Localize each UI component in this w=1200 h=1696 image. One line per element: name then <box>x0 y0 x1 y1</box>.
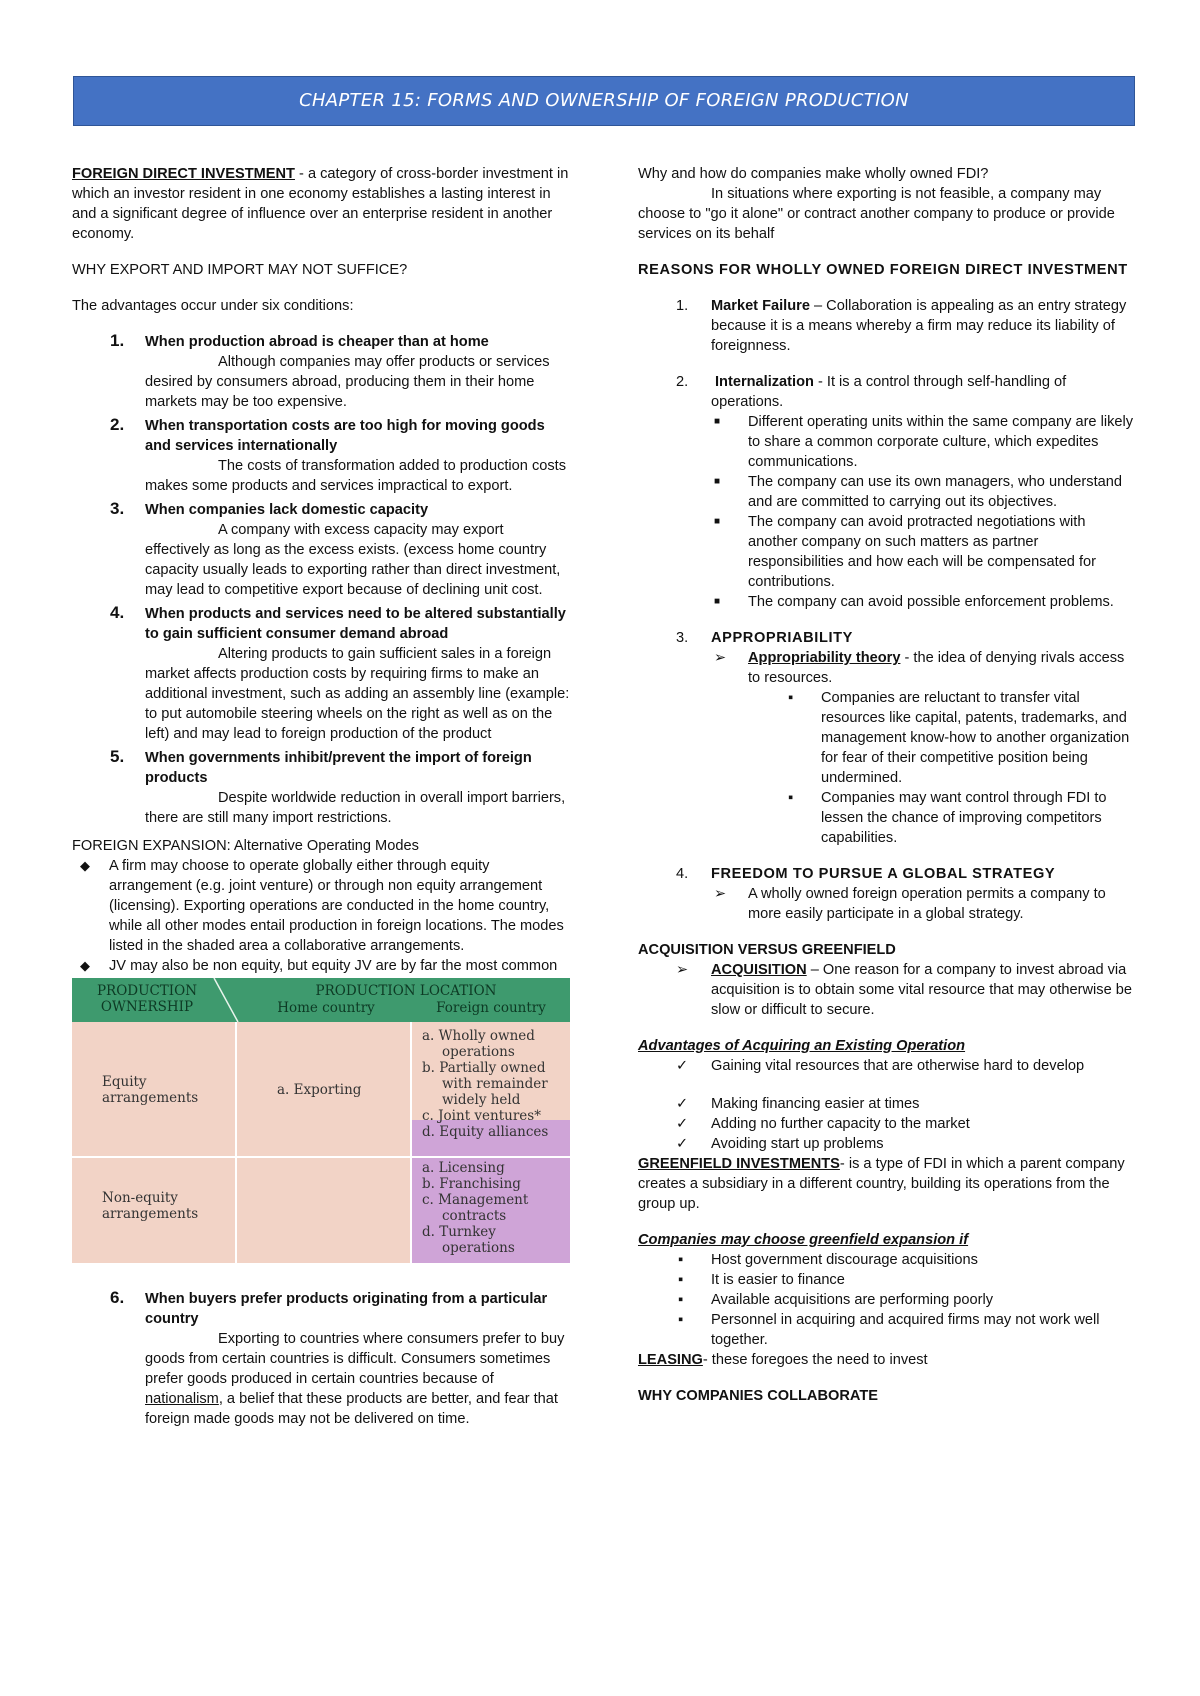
exporting-cell: a. Exporting <box>277 1082 362 1098</box>
list-item: ■ Different operating units within the same company are likely to share a common corporate culture, which expedites communications. <box>714 414 1134 470</box>
list-item: ▪ Host government discourage acquisitions <box>678 1252 978 1268</box>
expansion-heading: FOREIGN EXPANSION: Alternative Operating Modes <box>72 838 419 854</box>
header-foreign-country: Foreign country <box>436 1000 546 1016</box>
chapter-title: CHAPTER 15: FORMS AND OWNERSHIP OF FOREIGN PRODUCTION <box>299 90 909 111</box>
condition-text: Altering products to gain sufficient sales in a foreign market affects production costs by requiring firms to make an additional investment, such as adding an assembly line (example: to put automobile steering wheels on the right as well as on the left) and may lead to foreign production of the product <box>145 646 570 742</box>
leasing-term: LEASING <box>638 1352 703 1368</box>
condition-item: 1. When production abroad is cheaper than at home Although companies may offer products or services desired by consumers abroad, producing them in their home markets may be too expensive. <box>72 332 572 412</box>
wholly-owned-question: Why and how do companies make wholly owned FDI? <box>638 166 989 182</box>
list-item: ➢ ACQUISITION – One reason for a company to invest abroad via acquisition is to obtain some vital resource that may otherwise be slow or difficult to secure. <box>676 962 1132 1018</box>
arrow-bullet-icon: ➢ <box>676 962 689 978</box>
reasons-heading: REASONS FOR WHOLLY OWNED FOREIGN DIRECT INVESTMENT <box>638 262 1128 278</box>
greenfield-definition: GREENFIELD INVESTMENTS- is a type of FDI in which a parent company creates a subsidiary in a different country, building its operations from the group up. <box>638 1156 1125 1212</box>
production-ownership-table <box>72 978 570 1263</box>
condition-text: A company with excess capacity may export effectively as long as the excess exists. (excess home country capacity usually leads to exporting rather than direct investment, may lead to competitive export because of declining unit cost. <box>145 522 561 598</box>
check-icon: ✓ <box>676 1058 689 1074</box>
condition-text: Exporting to countries where consumers prefer to buy goods from certain countries is difficult. Consumers sometimes prefer goods produced in certain countries because of nationalism, a belief that these products are better, and fear that foreign made goods may not be delivered on time. <box>145 1331 565 1427</box>
list-item: ■ The company can avoid possible enforcement problems. <box>714 594 1114 610</box>
condition-item: 6. When buyers prefer products originating from a particular country Exporting to countries where consumers prefer to buy goods from certain countries is difficult. Consumers sometimes prefer goods produced in certain countries because of nationalism, a belief that these products are better, and fear that foreign made goods may not be delivered on time. <box>72 1289 572 1429</box>
condition-title: When transportation costs are too high for moving goods and services internationally <box>145 418 545 454</box>
condition-title: When products and services need to be altered substantially to gain sufficient consumer demand abroad <box>145 606 566 642</box>
list-item: ◆ A firm may choose to operate globally either through equity arrangement (e.g. joint venture) or through non equity arrangement (licensing). Exporting operations are conducted in the home country, while all other modes entail production in foreign locations. The modes listed in the shaded area a collaborative arrangements. <box>80 858 564 954</box>
nonequity-foreign-modes: a. Licensing b. Franchising c. Management contracts d. Turnkey operations <box>422 1160 529 1256</box>
condition-title: When governments inhibit/prevent the import of foreign products <box>145 750 532 786</box>
arrow-bullet-icon: ➢ <box>714 886 727 902</box>
square-bullet-icon: ■ <box>714 416 721 427</box>
list-item: ◆ JV may also be non equity, but equity JV are by far the most common <box>80 958 558 974</box>
list-item: ➢ Appropriability theory - the idea of denying rivals access to resources. <box>714 650 1125 686</box>
condition-item: 4. When products and services need to be altered substantially to gain sufficient consumer demand abroad Altering products to gain sufficient sales in a foreign market affects production costs by requiring firms to make an additional investment, such as adding an assembly line (example: to put automobile steering wheels on the right as well as on the left) and may lead to foreign production of the product <box>72 604 572 744</box>
list-item: ▪ It is easier to finance <box>678 1272 845 1288</box>
header-ownership: PRODUCTION OWNERSHIP <box>96 983 198 1015</box>
right-column <box>638 164 1138 1406</box>
condition-text: The costs of transformation added to production costs makes some products and services impractical to export. <box>145 458 567 494</box>
check-icon: ✓ <box>676 1136 689 1152</box>
reason-item: 3. APPROPRIABILITY <box>676 630 853 646</box>
condition-item: 2. When transportation costs are too high for moving goods and services internationally The costs of transformation added to production costs makes some products and services impractical to export. <box>72 416 572 496</box>
condition-item: 5. When governments inhibit/prevent the import of foreign products Despite worldwide reduction in overall import barriers, there are still many import restrictions. <box>72 748 572 828</box>
expansion-bullets <box>72 856 572 976</box>
nonequity-label: Non-equity arrangements <box>102 1190 199 1222</box>
reason-title: APPROPRIABILITY <box>711 630 853 646</box>
dash-bullet-icon: ▪ <box>678 1252 684 1268</box>
list-item: ▪ Personnel in acquiring and acquired firms may not work well together. <box>678 1312 1100 1348</box>
equity-label: Equity arrangements <box>102 1074 199 1106</box>
condition-title: When buyers prefer products originating from a particular country <box>145 1291 548 1327</box>
fdi-term: FOREIGN DIRECT INVESTMENT <box>72 166 295 182</box>
dash-bullet-icon: ▪ <box>678 1292 684 1308</box>
acquisition-term: ACQUISITION <box>711 962 807 978</box>
reason-title: Market Failure <box>711 298 810 314</box>
square-bullet-icon: ■ <box>714 516 721 527</box>
list-item: ✓ Making financing easier at times <box>676 1096 920 1112</box>
collaborate-heading: WHY COMPANIES COLLABORATE <box>638 1388 878 1404</box>
list-item: ■ The company can use its own managers, who understand and are committed to carrying out its objectives. <box>714 474 1122 510</box>
dash-bullet-icon: ▪ <box>788 690 794 706</box>
list-item: ▪ Companies may want control through FDI to lessen the chance of improving competitors capabilities. <box>788 790 1107 846</box>
check-icon: ✓ <box>676 1116 689 1132</box>
header-location: PRODUCTION LOCATION <box>315 983 497 999</box>
dash-bullet-icon: ▪ <box>678 1272 684 1288</box>
advantages-heading: Advantages of Acquiring an Existing Operation <box>638 1038 966 1054</box>
equity-foreign-modes: a. Wholly owned operations b. Partially owned with remainder widely held c. Joint ventures* d. Equity alliances <box>422 1028 549 1140</box>
list-item: ▪ Companies are reluctant to transfer vital resources like capital, patents, trademarks, and management know-how to another organization for fear of their competitive position being undermined. <box>788 690 1130 786</box>
square-bullet-icon: ■ <box>714 596 721 607</box>
reason-item: 4. FREEDOM TO PURSUE A GLOBAL STRATEGY <box>676 866 1056 882</box>
conditions-intro: The advantages occur under six conditions: <box>72 298 354 314</box>
header-home-country: Home country <box>277 1000 375 1016</box>
list-item: ➢ A wholly owned foreign operation permits a company to more easily participate in a global strategy. <box>714 886 1106 922</box>
greenfield-heading: Companies may choose greenfield expansion if <box>638 1232 969 1248</box>
list-item: ✓ Avoiding start up problems <box>676 1136 884 1152</box>
condition-title: When production abroad is cheaper than at home <box>145 334 489 350</box>
leasing-definition: LEASING- these foregoes the need to invest <box>638 1352 928 1368</box>
wholly-owned-answer: In situations where exporting is not feasible, a company may choose to "go it alone" or contract another company to produce or provide services on its behalf <box>638 186 1115 242</box>
condition-title: When companies lack domestic capacity <box>145 502 429 518</box>
fdi-definition: FOREIGN DIRECT INVESTMENT - a category of cross-border investment in which an investor resident in one economy establishes a lasting interest in and a significant degree of influence over an enterprise resident in another economy. <box>72 166 569 242</box>
chapter-title-banner <box>73 76 1135 126</box>
condition-item: 3. When companies lack domestic capacity A company with excess capacity may export effectively as long as the excess exists. (excess home country capacity usually leads to exporting rather than direct investment, may lead to competitive export because of declining unit cost. <box>72 500 572 600</box>
reason-title: FREEDOM TO PURSUE A GLOBAL STRATEGY <box>711 866 1056 882</box>
left-column <box>72 164 572 1433</box>
check-icon: ✓ <box>676 1096 689 1112</box>
reason-title: Internalization <box>715 374 814 390</box>
reason-item: 1. Market Failure – Collaboration is appealing as an entry strategy because it is a means whereby a firm may reduce its liability of foreignness. <box>676 298 1127 354</box>
bullet-icon: ◆ <box>80 858 90 873</box>
why-heading: WHY EXPORT AND IMPORT MAY NOT SUFFICE? <box>72 262 408 278</box>
greenfield-term: GREENFIELD INVESTMENTS <box>638 1156 840 1172</box>
list-item: ✓ Adding no further capacity to the market <box>676 1116 970 1132</box>
condition-text: Despite worldwide reduction in overall import barriers, there are still many import restrictions. <box>145 790 566 826</box>
appropriability-term: Appropriability theory <box>748 650 901 666</box>
condition-text: Although companies may offer products or services desired by consumers abroad, producing them in their home markets may be too expensive. <box>145 354 550 410</box>
arrow-bullet-icon: ➢ <box>714 650 727 666</box>
acquisition-heading: ACQUISITION VERSUS GREENFIELD <box>638 942 896 958</box>
list-item: ▪ Available acquisitions are performing poorly <box>678 1292 994 1308</box>
dash-bullet-icon: ▪ <box>788 790 794 806</box>
nationalism-term: nationalism <box>145 1391 219 1407</box>
reason-item: 2. Internalization - It is a control through self-handling of operations. <box>676 374 1067 410</box>
bullet-icon: ◆ <box>80 958 90 973</box>
list-item: ✓ Gaining vital resources that are otherwise hard to develop <box>676 1058 1085 1074</box>
list-item: ■ The company can avoid protracted negotiations with another company on such matters as partner responsibilities and how each will be compensated for contributions. <box>714 514 1097 590</box>
square-bullet-icon: ■ <box>714 476 721 487</box>
conditions-list <box>72 332 572 828</box>
dash-bullet-icon: ▪ <box>678 1312 684 1328</box>
